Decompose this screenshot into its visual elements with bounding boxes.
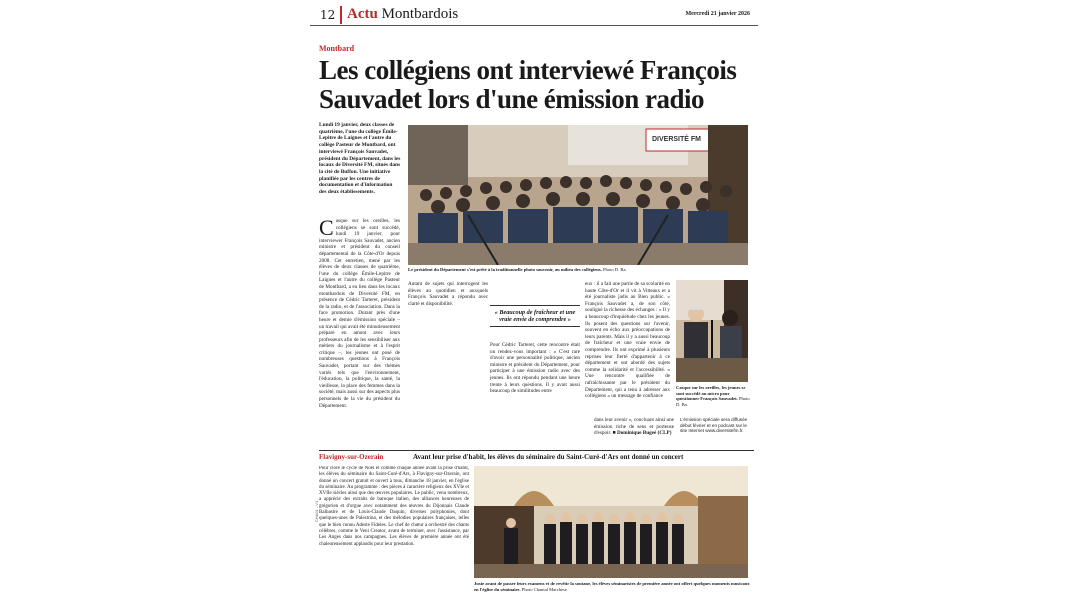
interview-photo — [676, 280, 748, 382]
brief-body — [319, 466, 469, 599]
article-kicker: Montbard — [319, 44, 355, 53]
brief-title: Avant leur prise d'habit, les élèves du séminaire du Saint-Curé-d'Ars ont donné un concert — [413, 453, 684, 461]
interview-photo-caption — [676, 385, 752, 407]
article-column-2 — [408, 281, 488, 447]
interview-photo-image — [676, 280, 748, 382]
group-photo-image — [408, 125, 748, 265]
dropcap: C — [319, 218, 334, 240]
section-title — [347, 6, 458, 23]
brief-kicker: Flavigny-sur-Ozerain — [319, 453, 384, 461]
concert-photo-credit: Photo Chantal Marchese — [521, 586, 567, 592]
section-separator — [319, 450, 754, 451]
concert-photo-caption — [474, 581, 754, 592]
column-2b-text: Pour Cédric Tarteret, cette rencontre était un rendez-vous important : « C'est rare d'avoir une personnalité politique, ancien ministre et président du Département, pour participer à une émission radio avec des jeunes. Ils ont répondu pendant une heure trente à leurs questions. Il y avait aussi beaucoup de similitudes entre — [490, 342, 580, 395]
diversite-logo: DIVERSITÉ FM — [652, 136, 702, 143]
article-column-3 — [494, 281, 580, 303]
group-photo-caption-text: Le président du Département s'est prêté à la traditionnelle photo souvenir, au milieu des collégiens. — [408, 267, 602, 272]
page-side-tag: CHA01 - V1 — [314, 500, 320, 523]
interview-photo-credit: Photo D. Ba. — [676, 396, 750, 407]
broadcast-info: L'émission spéciale sera diffusée début février et en podcast sur le site Internet www.diversitefm.fr. — [680, 417, 748, 434]
ending-text: dans leur avenir », concluant ainsi une émission riche de sens et porteuse d'espoir. — [594, 417, 674, 437]
column-3-text: eux : il a fait une partie de sa scolarité en haute Côte-d'Or et il vit à Vitteaux et a été journaliste jadis au Bien public. » François Sauvadet a, de son côté, souligné la richesse des échanges : « Il y a beaucoup d'inquiétude chez les jeunes. Ils posent des questions sur l'avenir, souvent en écho aux préoccupations de leurs parents. Mais il y a aussi beaucoup de fraîcheur et une vraie envie de comprendre. Ils ont exprimé à plusieurs reprises leur fierté d'appartenir à ce département et ont abordé des sujets comme la solidarité et l'accessibilité. » Une rencontre qualifiée de rafraîchissante par le président du Département, qui a tenu à adresser aux collégiens « un message de confiance — [585, 281, 670, 400]
article-headline: Les collégiens ont interviewé François Sauvadet lors d'une émission radio — [319, 55, 737, 114]
issue-date: Mercredi 21 janvier 2026 — [685, 11, 750, 17]
pull-quote: « Beaucoup de fraîcheur et une vraie envie de comprendre » — [490, 305, 580, 327]
signature-text: Dominique Bugeé (CLP) — [616, 430, 672, 437]
group-photo-credit: Photo D. Ba. — [602, 267, 627, 272]
page-header — [310, 4, 758, 26]
concert-photo — [474, 466, 748, 578]
interview-photo-caption-text: Casque sur les oreilles, les jeunes se sont succédé au micro pour questionner François Sauvadet. — [676, 385, 746, 402]
article-chapo: Lundi 19 janvier, deux classes de quatrième, l'une du collège Émile-Lepitre de Laignes et l'autre du collège Pasteur de Montbard, ont interviewé François Sauvadet, président du Département, dans les locaux de Diversité FM, situés dans la cité de Buffon. Une initiative planifiée par les centres de documentation et d'information des deux établissements. — [319, 122, 401, 196]
concert-photo-image — [474, 466, 748, 578]
article-column-1 — [319, 218, 400, 448]
subsection-name: Montbardois — [381, 6, 459, 22]
group-photo — [408, 125, 748, 265]
brief-body-text: Pour clore le cycle de Noël et comme chaque année avant la prise d'habit, les élèves du séminaire du Saint-Curé-d'Ars, à Flavigny-sur-Ozerain, ont donné un concert gratuit et ouvert à tous, dimanche 18 janvier, en l'église du séminaire. Au programme : des pièces à caractère religieux des XVIe et XVIIe siècles ainsi que des œuvres populaires. Le public, venu nombreux, a apprécié des extraits de baroque italien, des alliances heureuses de grégorien et d'orgue avec notamment des œuvres du Dijonnais Claude Balbastre et de Louis-Claude Daquin, diverses polyphonies, dont quelques-unes de Palestrina, et des mélodies populaires françaises, telles que le bien connu Adeste Fideles. Le chef de chœur a orchestré des chants célèbres, comme le Veni Creator, avant de terminer, avec l'assistance, par Les Anges dans nos campagnes. Les élèves de première année ont été chaleureusement applaudis pour leur prestation. — [319, 466, 469, 547]
newspaper-page — [310, 4, 758, 601]
column-2-text: Autant de sujets qui interrogent les élèves au quotidien et auxquels François Sauvadet a répondu avec clarté et disponibilité. — [408, 281, 488, 307]
concert-caption-text: Juste avant de passer leurs examens et de revêtir la soutane, les élèves séminaristes de première année ont offert quelques moments musicaux en l'église du séminaire. — [474, 581, 750, 592]
page-number: 12 — [320, 8, 336, 22]
column-1-text: asque sur les oreilles, les collégiens se sont succédé, lundi 19 janvier, pour interviewer François Sauvadet, ancien ministre et président du conseil départemental de la Côte-d'Or depuis 2008. Cet entretien, mené par les élèves de deux classes de quatrième, l'une du collège Émile-Lepitre de Laignes et l'autre du collège Pasteur de Montbard, a eu lieu dans les locaux montbardois de Diversité FM, en présence de Cédric Tarteret, président de la radio, et de l'association. Dans la face promotion. Durant près d'une heure et demie d'émission spéciale – un travail qui avait été minutieusement préparé en amont avec leurs professeurs afin de les sensibiliser aux métiers du journalisme et à l'esprit critique –, les jeunes ont posé de nombreuses questions à François Sauvadet, portant sur des thèmes variés tels que l'environnement, l'éducation, la politique, la santé, la vieillesse, la place des femmes dans la société, mais aussi sur des aspects plus personnels de la vie du président du Département. — [319, 218, 400, 409]
article-ending — [594, 417, 674, 449]
group-photo-caption — [408, 267, 748, 273]
header-accent-bar — [340, 6, 342, 24]
signature: ■ Dominique Bugeé (CLP) — [612, 430, 672, 437]
section-name: Actu — [347, 6, 378, 22]
article-column-2b — [490, 342, 580, 447]
